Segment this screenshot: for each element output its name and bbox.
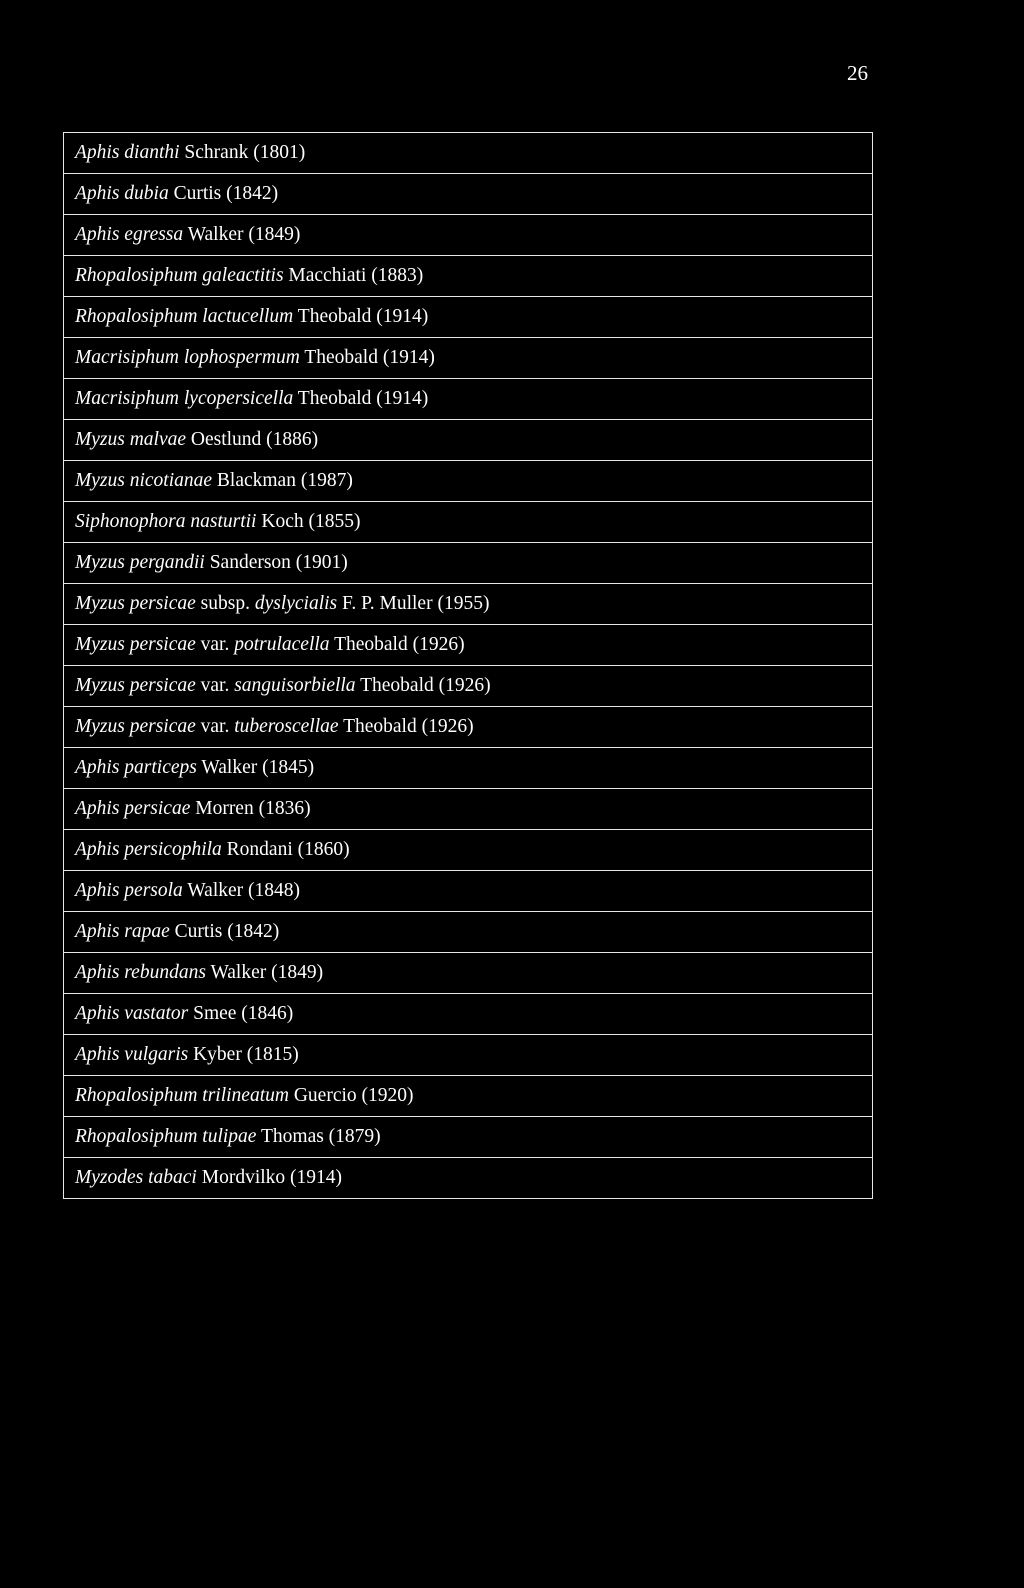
author-year: Smee (1846) — [193, 1003, 294, 1024]
infraspecific-name: tuberoscellae — [234, 716, 339, 737]
author-year: Morren (1836) — [195, 798, 311, 819]
synonym-cell — [64, 133, 873, 174]
synonym-cell — [64, 461, 873, 502]
author-year: Theobald (1914) — [297, 306, 429, 327]
table-row — [64, 1158, 873, 1199]
table-row — [64, 256, 873, 297]
table-row — [64, 1035, 873, 1076]
taxon-name: Myzus persicae — [75, 634, 196, 655]
synonym-cell — [64, 707, 873, 748]
taxon-name: Myzus persicae — [75, 716, 196, 737]
table-row — [64, 789, 873, 830]
table-row — [64, 502, 873, 543]
author-year: Curtis (1842) — [173, 183, 279, 204]
synonym-cell — [64, 1158, 873, 1199]
taxon-name: Aphis persicae — [75, 798, 191, 819]
author-year: Blackman (1987) — [216, 470, 353, 491]
synonym-cell — [64, 830, 873, 871]
author-year: Kyber (1815) — [193, 1044, 299, 1065]
rank-abbreviation: var. — [200, 716, 230, 737]
synonym-cell — [64, 543, 873, 584]
taxon-name: Myzus persicae — [75, 593, 196, 614]
synonym-cell — [64, 789, 873, 830]
table-row — [64, 338, 873, 379]
table-row — [64, 379, 873, 420]
author-year: Theobald (1914) — [297, 388, 429, 409]
taxon-name: Aphis persola — [75, 880, 183, 901]
author-year: Thomas (1879) — [260, 1126, 381, 1147]
author-year: Schrank (1801) — [184, 142, 306, 163]
author-year: Guercio (1920) — [293, 1085, 414, 1106]
synonym-cell — [64, 420, 873, 461]
taxon-name: Rhopalosiphum trilineatum — [75, 1085, 289, 1106]
table-row — [64, 748, 873, 789]
taxon-name: Aphis persicophila — [75, 839, 222, 860]
synonym-cell — [64, 953, 873, 994]
taxon-name: Aphis dubia — [75, 183, 169, 204]
synonym-cell — [64, 1035, 873, 1076]
taxon-name: Macrisiphum lophospermum — [75, 347, 300, 368]
author-year: F. P. Muller (1955) — [342, 593, 490, 614]
rank-abbreviation: subsp. — [200, 593, 250, 614]
synonym-cell — [64, 625, 873, 666]
table-row — [64, 707, 873, 748]
rank-abbreviation: var. — [200, 675, 230, 696]
page-number: 26 — [847, 61, 868, 85]
synonym-cell — [64, 666, 873, 707]
taxon-name: Myzus persicae — [75, 675, 196, 696]
table-row — [64, 994, 873, 1035]
synonym-cell — [64, 912, 873, 953]
infraspecific-name: sanguisorbiella — [234, 675, 356, 696]
taxon-name: Rhopalosiphum galeactitis — [75, 265, 284, 286]
synonym-cell — [64, 1076, 873, 1117]
table-row — [64, 461, 873, 502]
table-row — [64, 297, 873, 338]
table-row — [64, 625, 873, 666]
synonym-cell — [64, 215, 873, 256]
author-year: Macchiati (1883) — [288, 265, 424, 286]
taxon-name: Aphis rebundans — [75, 962, 206, 983]
synonym-cell — [64, 1117, 873, 1158]
author-year: Oestlund (1886) — [190, 429, 319, 450]
synonym-cell — [64, 338, 873, 379]
table-row — [64, 543, 873, 584]
table-row — [64, 871, 873, 912]
table-row — [64, 830, 873, 871]
table-row — [64, 420, 873, 461]
taxon-name: Rhopalosiphum tulipae — [75, 1126, 257, 1147]
author-year: Walker (1849) — [187, 224, 301, 245]
taxon-name: Aphis egressa — [75, 224, 184, 245]
taxon-name: Aphis vulgaris — [75, 1044, 189, 1065]
taxon-name: Myzus pergandii — [75, 552, 205, 573]
author-year: Theobald (1926) — [334, 634, 465, 655]
synonym-cell — [64, 379, 873, 420]
synonym-cell — [64, 502, 873, 543]
taxon-name: Aphis rapae — [75, 921, 170, 942]
author-year: Theobald (1926) — [360, 675, 491, 696]
synonym-cell — [64, 871, 873, 912]
table-row — [64, 133, 873, 174]
taxon-name: Myzodes tabaci — [75, 1167, 197, 1188]
infraspecific-name: potrulacella — [234, 634, 330, 655]
table-row — [64, 666, 873, 707]
table-row — [64, 953, 873, 994]
infraspecific-name: dyslycialis — [254, 593, 338, 614]
synonym-table-body — [64, 133, 873, 1199]
author-year: Mordvilko (1914) — [201, 1167, 343, 1188]
author-year: Sanderson (1901) — [209, 552, 348, 573]
table-row — [64, 215, 873, 256]
taxon-name: Aphis dianthi — [75, 142, 180, 163]
table-row — [64, 912, 873, 953]
author-year: Theobald (1926) — [343, 716, 474, 737]
table-row — [64, 584, 873, 625]
taxon-name: Macrisiphum lycopersicella — [75, 388, 294, 409]
taxon-name: Rhopalosiphum lactucellum — [75, 306, 294, 327]
table-row — [64, 1076, 873, 1117]
author-year: Koch (1855) — [261, 511, 361, 532]
author-year: Walker (1848) — [187, 880, 301, 901]
synonym-table — [63, 132, 873, 1199]
synonym-cell — [64, 174, 873, 215]
author-year: Walker (1849) — [210, 962, 324, 983]
author-year: Rondani (1860) — [226, 839, 350, 860]
rank-abbreviation: var. — [200, 634, 230, 655]
taxon-name: Siphonophora nasturtii — [75, 511, 257, 532]
synonym-cell — [64, 748, 873, 789]
taxon-name: Aphis vastator — [75, 1003, 189, 1024]
author-year: Curtis (1842) — [174, 921, 280, 942]
taxon-name: Myzus nicotianae — [75, 470, 213, 491]
synonym-cell — [64, 584, 873, 625]
table-row — [64, 174, 873, 215]
synonym-cell — [64, 297, 873, 338]
author-year: Walker (1845) — [201, 757, 315, 778]
table-row — [64, 1117, 873, 1158]
synonym-cell — [64, 256, 873, 297]
author-year: Theobald (1914) — [304, 347, 435, 368]
taxon-name: Aphis particeps — [75, 757, 197, 778]
taxon-name: Myzus malvae — [75, 429, 187, 450]
synonym-cell — [64, 994, 873, 1035]
